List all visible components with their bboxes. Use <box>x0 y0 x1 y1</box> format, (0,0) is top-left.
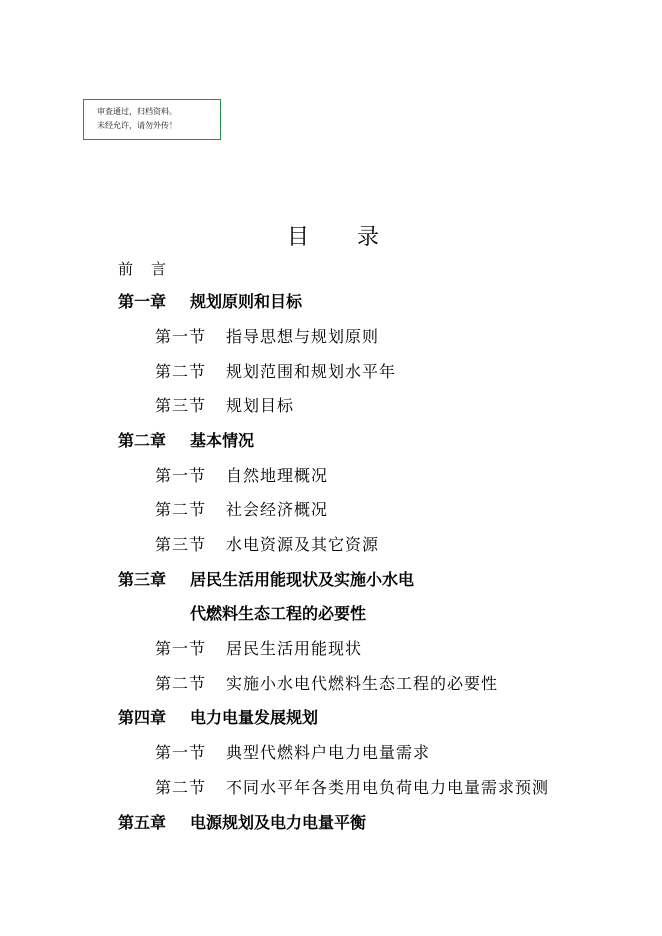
toc-title-left: 目 <box>287 225 310 250</box>
chapter-title: 电源规划及电力电量平衡 <box>190 813 367 832</box>
section-number: 第二节 <box>155 778 207 797</box>
toc-section-2-2[interactable] <box>155 500 328 520</box>
chapter-title: 居民生活用能现状及实施小水电 <box>190 570 415 589</box>
section-number: 第一节 <box>155 466 207 485</box>
stamp-line-1: 审查通过，归档资料。 <box>97 107 177 116</box>
toc-section-1-2[interactable] <box>155 362 396 382</box>
chapter-title: 电力电量发展规划 <box>190 708 319 727</box>
section-number: 第二节 <box>155 500 207 519</box>
section-title: 规划目标 <box>226 396 295 415</box>
toc-section-3-1[interactable] <box>155 639 362 659</box>
chapter-title-continuation: 代燃料生态工程的必要性 <box>190 604 367 623</box>
toc-chapter-1[interactable] <box>118 292 302 312</box>
chapter-number: 第五章 <box>118 813 167 832</box>
toc-preface[interactable] <box>118 259 166 279</box>
section-title: 规划范围和规划水平年 <box>226 362 397 381</box>
section-title: 不同水平年各类用电负荷电力电量需求预测 <box>226 778 550 797</box>
toc-section-4-1[interactable] <box>155 743 430 763</box>
section-number: 第三节 <box>155 396 207 415</box>
chapter-number: 第三章 <box>118 570 167 589</box>
section-title: 典型代燃料户电力电量需求 <box>226 743 431 762</box>
section-number: 第二节 <box>155 674 207 693</box>
toc-chapter-2[interactable] <box>118 431 254 451</box>
toc-section-3-2[interactable] <box>155 674 498 694</box>
section-number: 第一节 <box>155 327 207 346</box>
chapter-number: 第四章 <box>118 708 167 727</box>
toc-section-1-1[interactable] <box>155 327 379 347</box>
chapter-title: 规划原则和目标 <box>190 292 303 311</box>
section-number: 第一节 <box>155 639 207 658</box>
preface-left: 前 <box>118 260 134 278</box>
toc-section-2-1[interactable] <box>155 466 328 486</box>
section-number: 第三节 <box>155 535 207 554</box>
section-title: 居民生活用能现状 <box>226 639 363 658</box>
toc-section-4-2[interactable] <box>155 778 549 798</box>
toc-chapter-4[interactable] <box>118 708 318 728</box>
toc-chapter-3-continuation[interactable] <box>190 604 366 624</box>
preface-right: 言 <box>151 260 167 278</box>
toc-section-2-3[interactable] <box>155 535 379 555</box>
section-number: 第二节 <box>155 362 207 381</box>
section-title: 指导思想与规划原则 <box>226 327 380 346</box>
section-number: 第一节 <box>155 743 207 762</box>
stamp-line-2: 未经允许，请勿外传！ <box>97 121 177 130</box>
toc-section-1-3[interactable] <box>155 396 294 416</box>
section-title: 实施小水电代燃料生态工程的必要性 <box>226 674 499 693</box>
archive-stamp <box>83 99 221 140</box>
section-title: 水电资源及其它资源 <box>226 535 380 554</box>
chapter-number: 第二章 <box>118 431 167 450</box>
toc-title-right: 录 <box>357 225 380 250</box>
chapter-number: 第一章 <box>118 292 167 311</box>
section-title: 社会经济概况 <box>226 500 329 519</box>
toc-chapter-5[interactable] <box>118 813 366 833</box>
toc-chapter-3[interactable] <box>118 570 414 590</box>
section-title: 自然地理概况 <box>226 466 329 485</box>
chapter-title: 基本情况 <box>190 431 255 450</box>
toc-title <box>287 220 379 251</box>
